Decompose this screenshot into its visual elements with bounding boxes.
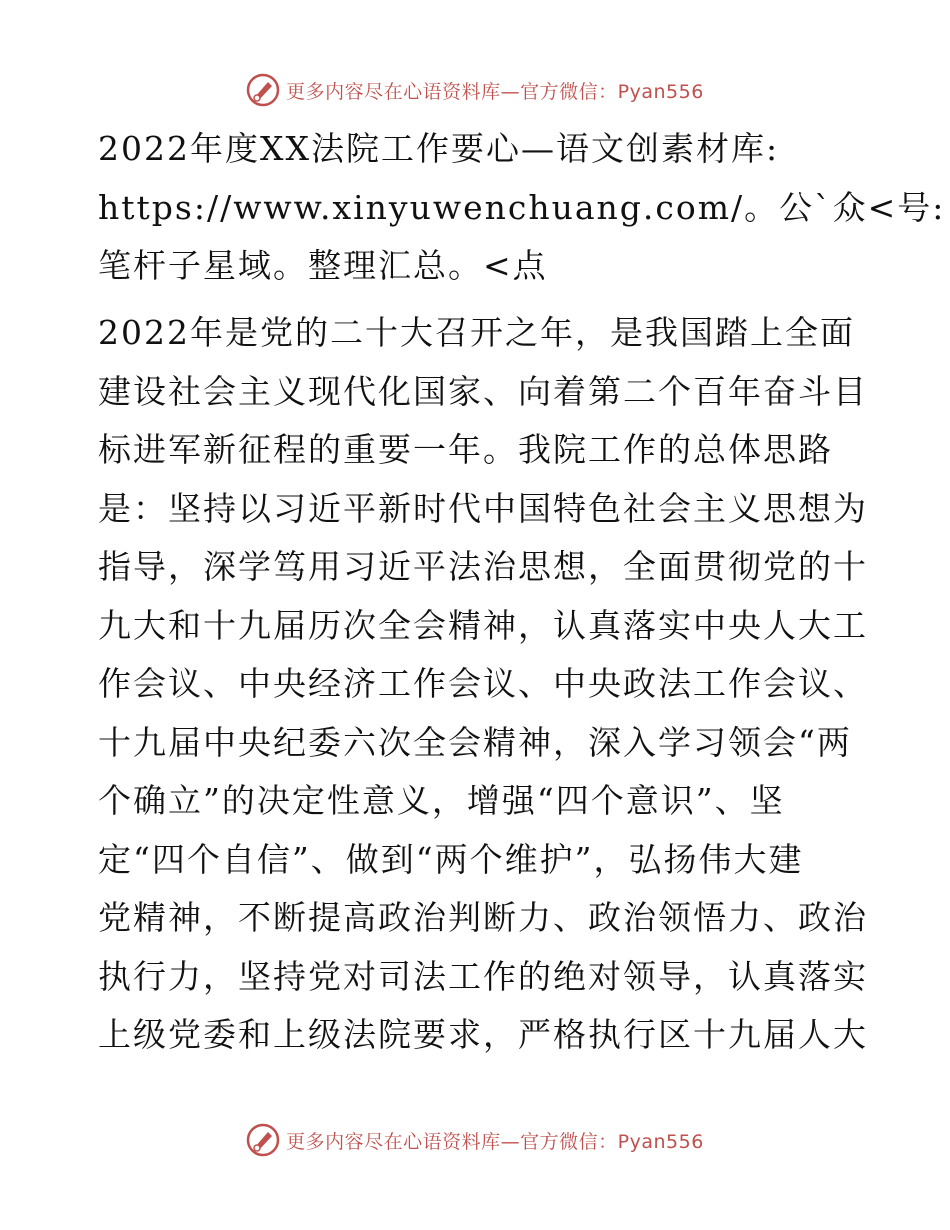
body-line: 九大和十九届历次全会精神，认真落实中央人大工 (98, 605, 868, 645)
footer-banner-text: 更多内容尽在心语资料库—官方微信：Pyan556 (286, 1130, 704, 1153)
body-line: 建设社会主义现代化国家、向着第二个百年奋斗目 (98, 371, 868, 411)
intro-line: https://www.xinyuwenchuang.com/。公`众<号: (98, 187, 946, 227)
body-line: 上级党委和上级法院要求，严格执行区十九届人大 (98, 1015, 868, 1054)
intro-line: 笔杆子星域。整理汇总。<点 (98, 246, 548, 285)
body-line: 2022年是党的二十大召开之年，是我国踏上全面 (98, 313, 855, 352)
header-banner-text: 更多内容尽在心语资料库—官方微信：Pyan556 (286, 80, 704, 103)
body-line: 执行力，坚持党对司法工作的绝对领导，认真落实 (98, 956, 868, 996)
footer-banner (0, 1118, 950, 1162)
intro-line: 2022年度XX法院工作要心—语文创素材库: (98, 129, 780, 168)
body-line: 是：坚持以习近平新时代中国特色社会主义思想为 (98, 488, 868, 528)
pen-nib-logo-icon (246, 1123, 280, 1157)
body-paragraph (98, 304, 868, 1065)
body-line: 党精神，不断提高政治判断力、政治领悟力、政治 (98, 898, 868, 937)
body-line: 标进军新征程的重要一年。我院工作的总体思路 (98, 430, 833, 469)
body-line: 作会议、中央经济工作会议、中央政法工作会议、 (98, 664, 868, 703)
body-line: 指导，深学笃用习近平法治思想，全面贯彻党的十 (98, 547, 868, 586)
intro-paragraph (98, 120, 946, 296)
pen-nib-logo-icon (246, 73, 280, 107)
body-line: 十九届中央纪委六次全会精神，深入学习领会“两 (98, 722, 852, 762)
body-line: 个确立”的决定性意义，增强“四个意识”、坚 (98, 781, 785, 820)
body-line: 定“四个自信”、做到“两个维护”，弘扬伟大建 (98, 839, 804, 879)
header-banner (0, 68, 950, 112)
